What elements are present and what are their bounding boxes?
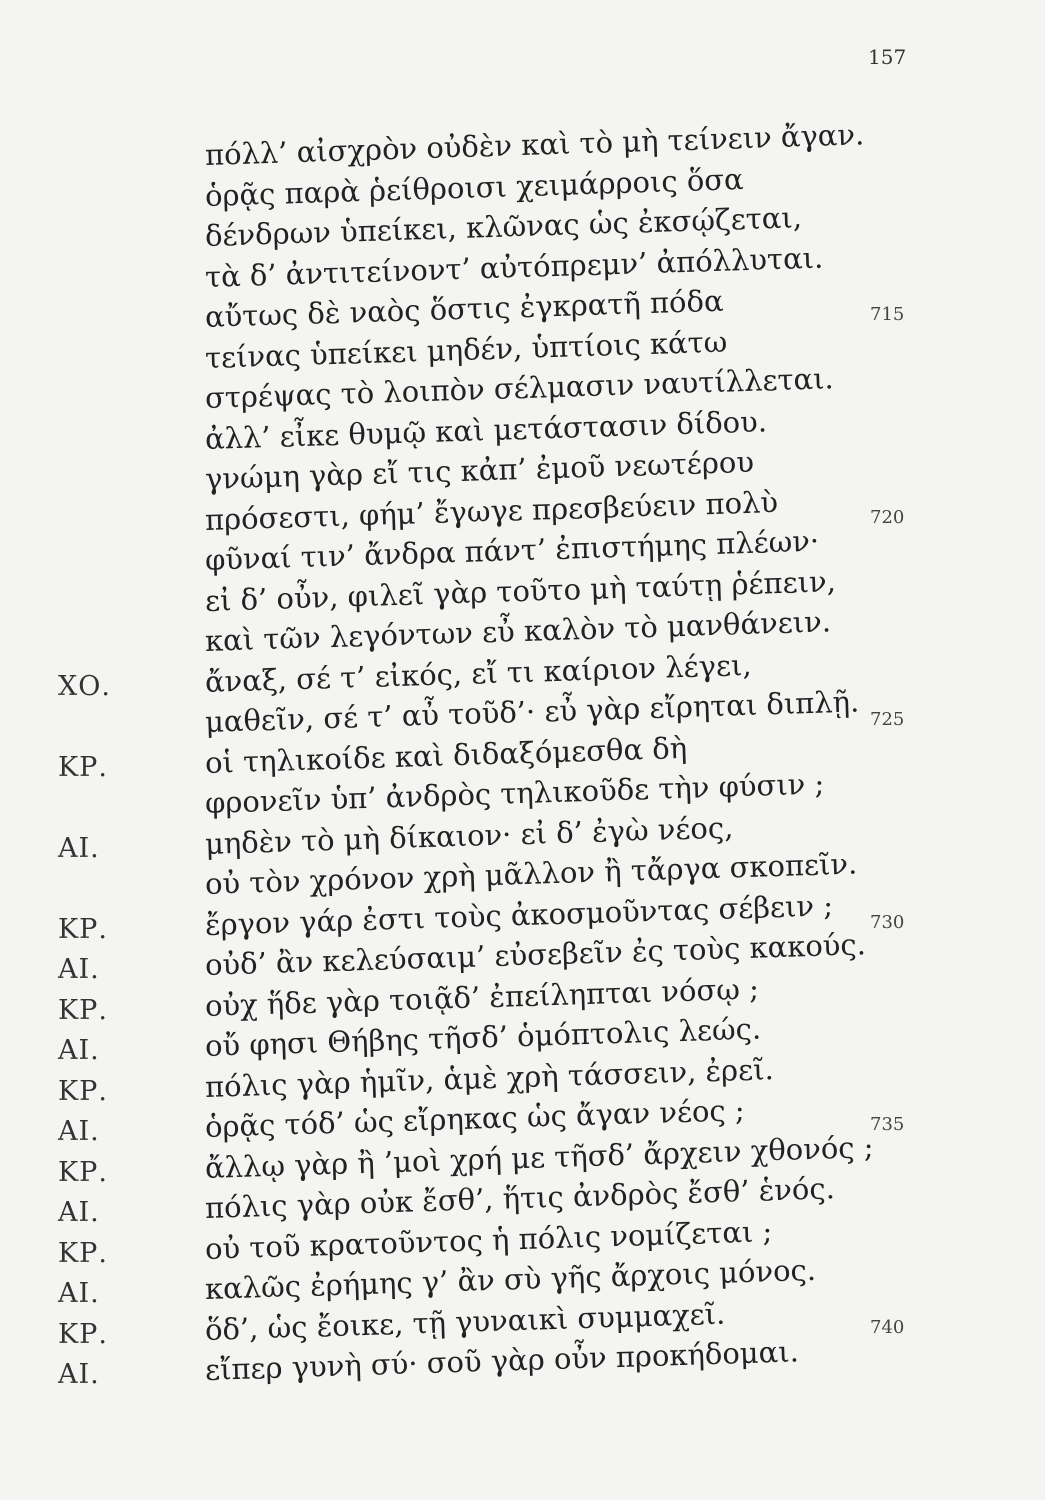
verse-text: καὶ τῶν λεγόντων εὖ καλὸν τὸ μανθάνειν. [204,604,832,658]
speaker-label: ΑΙ. [58,1035,100,1066]
verse-text: ἀλλ’ εἶκε θυμῷ καὶ μετάστασιν δίδου. [204,403,768,456]
speaker-label: ΑΙ. [58,1359,100,1390]
speaker-label: ΑΙ. [58,954,100,985]
page-number: 157 [868,45,907,69]
verse-text: δένδρων ὑπείκει, κλῶνας ὡς ἐκσῴζεται, [204,200,803,253]
verse-text: στρέψας τὸ λοιπὸν σέλμασιν ναυτίλλεται. [204,361,835,415]
speaker-label: ΑΙ. [58,1197,100,1228]
speaker-label: ΚΡ. [58,1075,108,1107]
speaker-label: ΑΙ. [58,832,100,864]
line-number: 730 [870,911,905,933]
verse-text: μηδὲν τὸ μὴ δίκαιον· εἰ δ’ ἐγὼ νέος, [204,809,734,861]
verse-text: εἰ δ’ οὖν, φιλεῖ γὰρ τοῦτο μὴ ταύτῃ ῥέπειν, [204,563,837,618]
verse-text: πόλλ’ αἰσχρὸν οὐδὲν καὶ τὸ μὴ τείνειν ἄγαν. [204,117,865,172]
verse-text: τείνας ὑπείκει μηδέν, ὑπτίοις κάτω [204,324,728,375]
verse-text: οὔ φησι Θήβης τῆσδ’ ὁμόπτολις λεώς. [204,1011,762,1063]
verse-text: ὁρᾷς τόδ’ ὡς εἴρηκας ὡς ἄγαν νέος ; [204,1093,746,1144]
verse-text: φρονεῖν ὑπ’ ἀνδρὸς τηλικοῦδε τὴν φύσιν ; [204,766,825,820]
verse-text: τὰ δ’ ἀντιτείνοντ’ αὐτόπρεμν’ ἀπόλλυται. [204,240,824,294]
speaker-label: ΚΡ. [58,1156,108,1188]
verse-text: αὔτως δὲ ναὸς ὅστις ἐγκρατῆ πόδα [204,283,724,334]
verse-text: οἱ τηλικοίδε καὶ διδαξόμεσθα δὴ [204,730,688,780]
verse-text: γνώμη γὰρ εἴ τις κἀπ’ ἐμοῦ νεωτέρου [204,444,755,496]
line-number: 725 [870,709,905,730]
speaker-label: ΑΙ. [58,1116,100,1147]
verse-text: ἄναξ, σέ τ’ εἰκός, εἴ τι καίριον λέγει, [204,647,753,699]
verse-text: ὁρᾷς παρὰ ῥείθροισι χειμάρροις ὅσα [204,161,745,213]
speaker-label: ΚΡ. [58,1237,108,1269]
verse-text: μαθεῖν, σέ τ’ αὖ τοῦδ’· εὖ γὰρ εἴρηται διπλῇ. [204,684,860,739]
speaker-label: ΑΙ. [58,1278,100,1309]
verse-text: καλῶς ἐρήμης γ’ ἂν σὺ γῆς ἄρχοις μόνος. [204,1252,817,1306]
verse-text: οὐ τὸν χρόνον χρὴ μᾶλλον ἢ τἄργα σκοπεῖν. [204,846,858,901]
verse-text: ἔργον γάρ ἐστι τοὺς ἀκοσμοῦντας σέβειν ; [204,887,834,942]
speaker-label: ΚΡ. [58,994,108,1026]
verse-text: εἴπερ γυνὴ σύ· σοῦ γὰρ οὖν προκήδομαι. [204,1334,800,1387]
line-number: 715 [870,304,905,325]
speaker-label: ΧΟ. [58,670,111,702]
speaker-label: ΚΡ. [58,913,108,945]
verse-text: ὅδ’, ὡς ἔοικε, τῇ γυναικὶ συμμαχεῖ. [204,1296,726,1347]
verse-text: οὐ τοῦ κρατοῦντος ἡ πόλις νομίζεται ; [204,1213,773,1266]
verse-text: πρόσεστι, φήμ’ ἔγωγε πρεσβεύειν πολὺ [204,484,779,537]
verse-text: οὐχ ἥδε γὰρ τοιᾷδ’ ἐπείληπται νόσῳ ; [204,971,760,1023]
speaker-label: ΚΡ. [58,1318,108,1350]
speaker-label: ΚΡ. [58,751,108,783]
line-number: 720 [870,506,905,528]
verse-text: πόλις γὰρ ἡμῖν, ἁμὲ χρὴ τάσσειν, ἐρεῖ. [204,1051,775,1104]
line-number: 735 [870,1114,905,1135]
verse-text: οὐδ’ ἂν κελεύσαιμ’ εὐσεβεῖν ἐς τοὺς κακούς. [204,927,867,982]
line-number: 740 [870,1316,905,1338]
verse-text: ἄλλῳ γὰρ ἢ ’μοὶ χρή με τῆσδ’ ἄρχειν χθονός ; [204,1129,874,1185]
verse-text: πόλις γὰρ οὐκ ἔσθ’, ἥτις ἀνδρὸς ἔσθ’ ἑνός. [204,1171,836,1225]
verse-text: φῦναί τιν’ ἄνδρα πάντ’ ἐπιστήμης πλέων· [204,523,820,577]
